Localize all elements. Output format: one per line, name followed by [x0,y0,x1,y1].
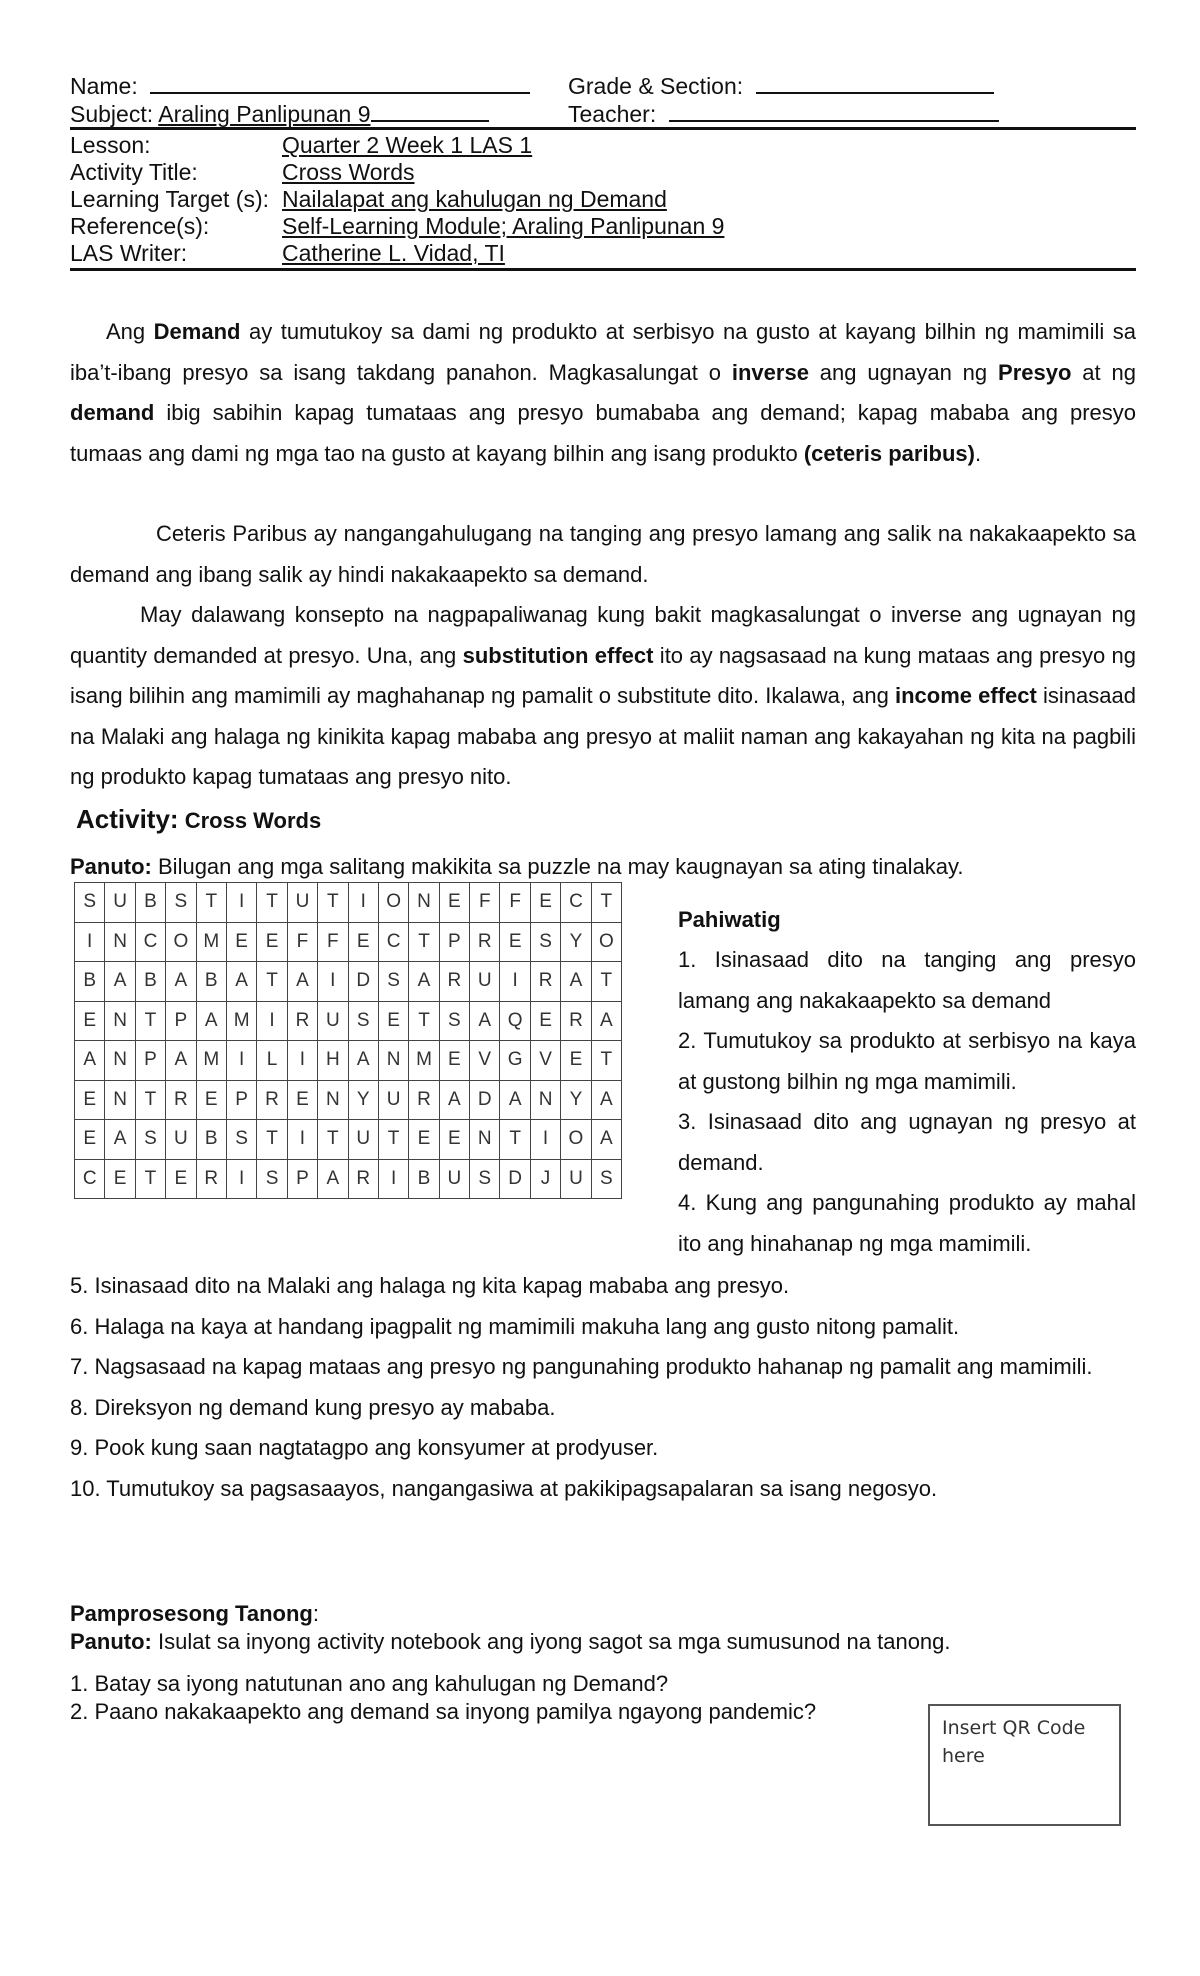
grid-cell[interactable]: M [226,1001,256,1041]
grid-cell[interactable]: V [470,1041,500,1081]
las-writer-value: Catherine L. Vidad, TI [282,240,505,266]
grid-cell[interactable]: P [226,1080,256,1120]
grid-cell[interactable]: E [409,1120,439,1160]
grid-cell[interactable]: A [166,1041,196,1081]
grid-cell[interactable]: D [348,962,378,1002]
header-bottom-rule [70,268,1136,271]
learning-target-value: Nailalapat ang kahulugan ng Demand [282,186,667,212]
qr-code-placeholder [928,1704,1121,1826]
hint-9: 9. Pook kung saan nagtatagpo ang konsyumer at prodyuser. [70,1435,659,1460]
activity-instructions: Panuto: Bilugan ang mga salitang makikita sa puzzle na may kaugnayan sa ating tinalakay. [70,854,964,879]
grid-cell[interactable]: S [226,1120,256,1160]
processing-instructions: Panuto: Isulat sa inyong activity notebook ang iyong sagot sa mga sumusunod na tanong. [70,1629,951,1654]
grid-cell[interactable]: A [591,1080,621,1120]
grid-cell[interactable]: A [348,1041,378,1081]
grid-cell[interactable]: E [439,1041,469,1081]
las-writer-label: LAS Writer: [70,240,188,266]
grid-cell[interactable]: I [378,1159,408,1199]
grid-cell[interactable]: R [409,1080,439,1120]
grid-cell[interactable]: N [378,1041,408,1081]
name-blank[interactable] [150,70,530,94]
grid-cell[interactable]: N [530,1080,560,1120]
grid-cell[interactable]: A [105,1120,135,1160]
grid-cell[interactable]: A [409,962,439,1002]
grid-cell[interactable]: B [196,962,226,1002]
grid-cell[interactable]: I [226,883,256,923]
grid-cell[interactable]: E [75,1001,105,1041]
grid-cell[interactable]: I [287,1120,317,1160]
grid-cell[interactable]: M [196,922,226,962]
grid-cell[interactable]: U [561,1159,591,1199]
grid-cell[interactable]: A [226,962,256,1002]
reference-label: Reference(s): [70,213,210,239]
grid-cell[interactable]: O [591,922,621,962]
activity-title-label: Activity Title: [70,159,198,185]
hints-list [70,1266,1136,1509]
grid-cell[interactable]: P [439,922,469,962]
grid-cell[interactable]: S [378,962,408,1002]
qr-placeholder-line-1: Insert QR Code [942,1717,1086,1739]
grade-label: Grade & Section: [568,73,744,99]
grid-cell[interactable]: I [75,922,105,962]
grid-cell[interactable]: A [500,1080,530,1120]
hint-5: 5. Isinasaad dito na Malaki ang halaga ng kita kapag mababa ang presyo. [70,1273,790,1298]
grid-cell[interactable]: R [470,922,500,962]
teacher-row [568,98,999,128]
grid-cell[interactable]: E [105,1159,135,1199]
grid-cell[interactable]: F [470,883,500,923]
paragraph-concepts: May dalawang konsepto na nagpapaliwanag kung bakit magkasalungat o inverse ang ugnayan ng quantity demanded at presyo. Una, ang substitution effect ito ay nagsasaad na kung mataas ang presyo ng isang bilihin ang mamimili ay maghahanap ng pamalit o substitute dito. Ikalawa, ang income effect isinasaad na Malaki ang halaga ng kinikita kapag mababa ang presyo at maliit naman ang kakayahan ng kita na pagbili ng produkto kapag tumataas ang presyo nito. [70,602,1136,789]
grid-cell[interactable]: Y [561,1080,591,1120]
subject-value: Araling Panlipunan 9 [158,101,371,127]
grid-cell[interactable]: B [135,883,165,923]
grid-cell[interactable]: U [287,883,317,923]
grid-cell[interactable]: U [470,962,500,1002]
grid-cell[interactable]: R [287,1001,317,1041]
grid-cell[interactable]: T [135,1001,165,1041]
grid-cell[interactable]: N [105,1080,135,1120]
qr-placeholder-line-2: here [942,1745,985,1767]
grid-cell[interactable]: Y [348,1080,378,1120]
grid-cell[interactable]: R [561,1001,591,1041]
grid-cell[interactable]: F [318,922,348,962]
header-top-rule [70,127,1136,130]
subject-label: Subject: [70,101,154,127]
grid-row [75,883,622,923]
grid-cell[interactable]: M [196,1041,226,1081]
grid-cell[interactable]: E [166,1159,196,1199]
grid-cell[interactable]: Y [561,922,591,962]
teacher-blank[interactable] [669,98,999,122]
grid-cell[interactable]: D [500,1159,530,1199]
grid-cell[interactable]: T [500,1120,530,1160]
grid-cell[interactable]: I [530,1120,560,1160]
paragraph-ceteris-paribus: Ceteris Paribus ay nangangahulugang na tanging ang presyo lamang ang salik na nakakaapekto sa demand ang ibang salik ay hindi nakakaapekto sa demand. [70,521,1136,587]
grid-cell[interactable]: E [75,1080,105,1120]
activity-heading: Activity: Cross Words [76,804,322,834]
grid-cell[interactable]: A [287,962,317,1002]
teacher-label: Teacher: [568,101,657,127]
grid-cell[interactable]: C [378,922,408,962]
grid-cell[interactable]: T [591,1041,621,1081]
grid-row [75,962,622,1002]
processing-questions-title: Pamprosesong Tanong: [70,1601,319,1626]
grid-cell[interactable]: A [439,1080,469,1120]
hint-6: 6. Halaga na kaya at handang ipagpalit ng mamimili makuha lang ang gusto nitong pamalit. [70,1313,960,1339]
grid-cell[interactable]: R [439,962,469,1002]
name-label: Name: [70,73,138,99]
activity-title-value: Cross Words [282,159,415,185]
grid-cell[interactable]: I [287,1041,317,1081]
grid-cell[interactable]: A [105,962,135,1002]
grid-cell[interactable]: E [226,922,256,962]
grid-cell[interactable]: A [196,1001,226,1041]
grid-cell[interactable]: N [318,1080,348,1120]
grid-cell[interactable]: E [439,883,469,923]
grid-cell[interactable]: S [135,1120,165,1160]
name-row [70,70,530,100]
grid-cell[interactable]: E [561,1041,591,1081]
grid-cell[interactable]: T [591,883,621,923]
grid-cell[interactable]: E [348,922,378,962]
grid-cell[interactable]: Q [500,1001,530,1041]
grid-cell[interactable]: P [135,1041,165,1081]
grid-cell[interactable]: T [257,1120,287,1160]
grid-cell[interactable]: B [75,962,105,1002]
grid-row [75,1001,622,1041]
grid-row [75,1159,622,1199]
grid-cell[interactable]: E [530,1001,560,1041]
hint-7: 7. Nagsasaad na kapag mataas ang presyo ng pangunahing produkto hahanap ng pamalit ang mamimili. [70,1354,1093,1379]
grid-cell[interactable]: T [409,1001,439,1041]
grid-cell[interactable]: A [591,1001,621,1041]
grid-cell[interactable]: E [378,1001,408,1041]
grid-cell[interactable]: A [591,1120,621,1160]
grid-cell[interactable]: T [196,883,226,923]
grid-cell[interactable]: T [378,1120,408,1160]
grade-row [568,70,994,100]
grid-cell[interactable]: U [348,1120,378,1160]
grid-cell[interactable]: A [470,1001,500,1041]
grid-cell[interactable]: U [105,883,135,923]
grid-cell[interactable]: S [439,1001,469,1041]
question-1: 1. Batay sa iyong natutunan ano ang kahulugan ng Demand? [70,1671,669,1696]
hints-panel [678,900,1136,1264]
lesson-value: Quarter 2 Week 1 LAS 1 [282,132,533,158]
grid-cell[interactable]: A [166,962,196,1002]
grid-cell[interactable]: E [530,883,560,923]
grade-blank[interactable] [756,70,994,94]
grid-cell[interactable]: I [500,962,530,1002]
grid-cell[interactable]: U [318,1001,348,1041]
grid-cell[interactable]: I [257,1001,287,1041]
grid-cell[interactable]: E [500,922,530,962]
grid-cell[interactable]: I [226,1041,256,1081]
grid-cell[interactable]: O [561,1120,591,1160]
grid-cell[interactable]: A [75,1041,105,1081]
hint-4: 4. Kung ang pangunahing produkto ay mahal ito ang hinahanap ng mga mamimili. [678,1190,1136,1256]
grid-cell[interactable]: T [409,922,439,962]
grid-cell[interactable]: R [196,1159,226,1199]
hint-2: 2. Tumutukoy sa produkto at serbisyo na kaya at gustong bilhin ng mga mamimili. [678,1028,1136,1094]
grid-cell[interactable]: O [166,922,196,962]
paragraph-demand: Ang Demand ay tumutukoy sa dami ng produkto at serbisyo na gusto at kayang bilhin ng mamimili sa iba’t-ibang presyo sa isang takdang panahon. Magkasalungat o inverse ang ugnayan ng Presyo at ng demand ibig sabihin kapag tumataas ang presyo bumababa ang demand; kapag mababa ang presyo tumaas ang dami ng mga tao na gusto at kayang bilhin ang isang produkto (ceteris paribus). [70,319,1136,466]
grid-cell[interactable]: C [561,883,591,923]
hint-8: 8. Direksyon ng demand kung presyo ay mababa. [70,1394,556,1420]
grid-cell[interactable]: C [135,922,165,962]
grid-cell[interactable]: S [166,883,196,923]
grid-cell[interactable]: B [135,962,165,1002]
grid-cell[interactable]: I [318,962,348,1002]
grid-cell[interactable]: S [530,922,560,962]
grid-cell[interactable]: U [439,1159,469,1199]
reference-value: Self-Learning Module; Araling Panlipunan 9 [282,213,725,239]
grid-cell[interactable]: G [500,1041,530,1081]
hints-title: Pahiwatig [678,907,781,932]
grid-cell[interactable]: P [166,1001,196,1041]
hint-3: 3. Isinasaad dito ang ugnayan ng presyo at demand. [678,1109,1136,1175]
grid-cell[interactable]: N [105,1041,135,1081]
lesson-label: Lesson: [70,132,151,158]
grid-cell[interactable]: T [257,883,287,923]
grid-cell[interactable]: A [318,1159,348,1199]
grid-cell[interactable]: J [530,1159,560,1199]
grid-cell[interactable]: I [348,883,378,923]
grid-row [75,1041,622,1081]
hint-1: 1. Isinasaad dito na tanging ang presyo lamang ang nakakaapekto sa demand [678,947,1136,1013]
grid-row [75,1080,622,1120]
grid-cell[interactable]: D [470,1080,500,1120]
grid-cell[interactable]: N [409,883,439,923]
subject-blank [371,98,489,122]
grid-cell[interactable]: C [75,1159,105,1199]
grid-row [75,922,622,962]
grid-cell[interactable]: R [530,962,560,1002]
grid-cell[interactable]: E [75,1120,105,1160]
grid-cell[interactable]: E [287,1080,317,1120]
grid-cell[interactable]: E [257,922,287,962]
grid-cell[interactable]: O [378,883,408,923]
grid-cell[interactable]: R [257,1080,287,1120]
grid-cell[interactable]: F [287,922,317,962]
grid-cell[interactable]: T [257,962,287,1002]
grid-cell[interactable]: T [135,1080,165,1120]
grid-cell[interactable]: T [318,1120,348,1160]
grid-cell[interactable]: L [257,1041,287,1081]
grid-cell[interactable]: R [166,1080,196,1120]
grid-cell[interactable]: A [561,962,591,1002]
subject-row [70,98,489,128]
word-search-grid [74,882,622,1199]
grid-cell[interactable]: E [439,1120,469,1160]
grid-cell[interactable]: M [409,1041,439,1081]
grid-cell[interactable]: E [196,1080,226,1120]
grid-cell[interactable]: B [196,1120,226,1160]
grid-cell[interactable]: S [75,883,105,923]
grid-cell[interactable]: P [287,1159,317,1199]
grid-cell[interactable]: B [409,1159,439,1199]
grid-cell[interactable]: H [318,1041,348,1081]
grid-cell[interactable]: F [500,883,530,923]
grid-cell[interactable]: N [105,1001,135,1041]
grid-cell[interactable]: R [348,1159,378,1199]
grid-cell[interactable]: V [530,1041,560,1081]
grid-cell[interactable]: T [318,883,348,923]
grid-cell[interactable]: S [591,1159,621,1199]
grid-cell[interactable]: N [470,1120,500,1160]
grid-cell[interactable]: S [348,1001,378,1041]
grid-cell[interactable]: S [470,1159,500,1199]
grid-cell[interactable]: N [105,922,135,962]
grid-cell[interactable]: U [378,1080,408,1120]
grid-cell[interactable]: T [591,962,621,1002]
grid-cell[interactable]: U [166,1120,196,1160]
grid-cell[interactable]: S [257,1159,287,1199]
grid-cell[interactable]: I [226,1159,256,1199]
grid-cell[interactable]: T [135,1159,165,1199]
question-2: 2. Paano nakakaapekto ang demand sa inyong pamilya ngayong pandemic? [70,1699,817,1724]
hint-10: 10. Tumutukoy sa pagsasaayos, nangangasiwa at pakikipagsapalaran sa isang negosyo. [70,1475,938,1501]
grid-row [75,1120,622,1160]
learning-target-label: Learning Target (s): [70,186,270,212]
